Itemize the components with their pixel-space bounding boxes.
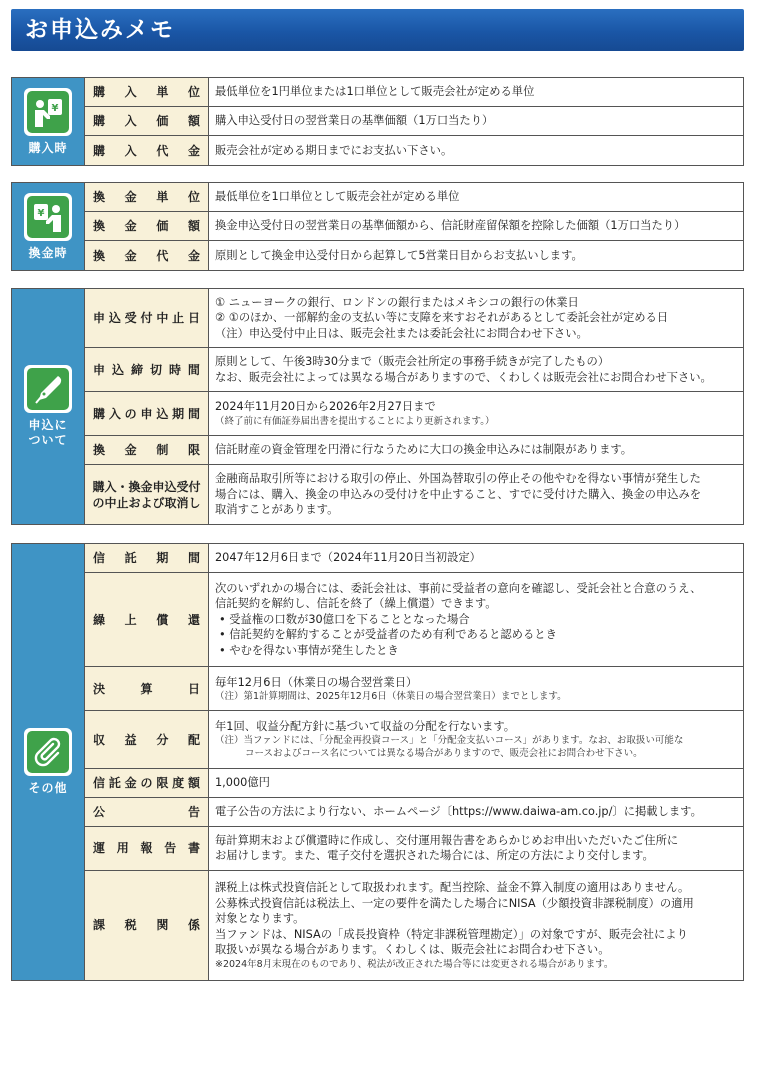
row-label: 購 入 の 申 込 期 間	[85, 392, 209, 435]
table-row	[85, 544, 743, 573]
section-purchase	[11, 77, 744, 166]
table-row	[85, 667, 743, 711]
table-row	[85, 392, 743, 436]
purchase-icon	[24, 88, 72, 136]
pen-icon	[24, 365, 72, 413]
section-side-redemption	[12, 183, 85, 270]
row-value: 2024年11月20日から2026年2月27日まで （終了前に有価証券届出書を提出することにより更新されます。）	[215, 400, 495, 427]
table-row	[85, 183, 743, 212]
table-row	[85, 348, 743, 392]
table-row	[85, 573, 743, 668]
table-row	[85, 289, 743, 348]
row-value: 原則として、午後3時30分まで（販売会社所定の事務手続きが完了したもの） なお、販売会社によっては異なる場合がありますので、くわしくは販売会社にお問合わせ下さい。	[215, 355, 712, 384]
row-label: 申 込 締 切 時 間	[85, 348, 209, 391]
row-label: 信 託 金 の 限 度 額	[85, 769, 209, 797]
row-value: 購入申込受付日の翌営業日の基準価額（1万口当たり）	[215, 114, 494, 128]
table-row	[85, 136, 743, 165]
table-row	[85, 107, 743, 136]
table-row	[85, 465, 743, 524]
table-row	[85, 711, 743, 769]
row-value: 最低単位を1口単位として販売会社が定める単位	[215, 190, 460, 204]
section-label: 申込に ついて	[28, 418, 68, 447]
row-label: 課 税 関 係	[85, 871, 209, 980]
row-label: 運 用 報 告 書	[85, 827, 209, 870]
row-value: 次のいずれかの場合には、委託会社は、事前に受益者の意向を確認し、受託会社と合意のうえ、 信託契約を解約し、信託を終了（繰上償還）できます。 • 受益権の口数が30億口を下ることとなった場合 • 信託契約を解約することが受益者のため有利であると認めるとき • やむを得ない事情が発生したとき	[215, 581, 702, 657]
row-label: 公 告	[85, 798, 209, 826]
section-side-purchase	[12, 78, 85, 165]
row-label: 換 金 代 金	[85, 241, 209, 270]
svg-text:¥: ¥	[51, 102, 59, 114]
section-label: 購入時	[28, 140, 68, 155]
row-value: 年1回、収益分配方針に基づいて収益の分配を行ないます。 （注）当ファンドには、「分配金再投資コース」と「分配金支払いコース」があります。なお、お取扱い可能な コースおよびコース名については異なる場合がありますので、販売会社にお問合わせ下さい。	[215, 719, 684, 760]
table-row	[85, 241, 743, 270]
row-value: 1,000億円	[215, 776, 270, 790]
row-label: 購 入 価 額	[85, 107, 209, 135]
page-header	[11, 9, 744, 51]
table-row	[85, 78, 743, 107]
section-other	[11, 543, 744, 981]
section-side-other	[12, 544, 85, 980]
row-label: 決 算 日	[85, 667, 209, 710]
row-value: ① ニューヨークの銀行、ロンドンの銀行またはメキシコの銀行の休業日 ② ①のほか、一部解約金の支払い等に支障を来すおそれがあるとして委託会社が定める日 （注）申込受付中止日は、販売会社または委託会社にお問合わせ下さい。	[215, 295, 669, 340]
table-row	[85, 769, 743, 798]
row-value: 金融商品取引所等における取引の停止、外国為替取引の停止その他やむを得ない事情が発生した 場合には、購入、換金の申込みの受付けを中止すること、すでに受付けた購入、換金の申込みを 取消すことがあります。	[215, 472, 702, 517]
row-label: 繰 上 償 還	[85, 573, 209, 667]
row-label: 購入・換金申込受付の中止および取消し	[85, 465, 209, 524]
row-value: 原則として換金申込受付日から起算して5営業日目からお支払いします。	[215, 248, 583, 262]
row-label: 換 金 制 限	[85, 436, 209, 464]
table-row	[85, 827, 743, 871]
section-redemption	[11, 182, 744, 271]
table-row	[85, 798, 743, 827]
row-label: 換 金 価 額	[85, 212, 209, 240]
row-value: 毎計算期末および償還時に作成し、交付運用報告書をあらかじめお申出いただいたご住所に お届けします。また、電子交付を選択された場合には、所定の方法により交付します。	[215, 833, 679, 863]
row-value: 最低単位を1円単位または1口単位として販売会社が定める単位	[215, 85, 535, 99]
table-row	[85, 436, 743, 465]
section-application	[11, 288, 744, 525]
section-label: 換金時	[28, 245, 68, 260]
row-label: 申 込 受 付 中 止 日	[85, 289, 209, 347]
row-value: 2047年12月6日まで（2024年11月20日当初設定）	[215, 551, 481, 565]
svg-text:¥: ¥	[37, 207, 45, 219]
table-row	[85, 871, 743, 980]
row-label: 換 金 単 位	[85, 183, 209, 211]
section-side-application	[12, 289, 85, 524]
row-label: 購 入 単 位	[85, 78, 209, 106]
row-value: 電子公告の方法により行ない、ホームページ〔https://www.daiwa-am.co.jp/〕に掲載します。	[215, 805, 702, 819]
row-label: 収 益 分 配	[85, 711, 209, 768]
row-value: 課税上は株式投資信託として取扱われます。配当控除、益金不算入制度の適用はありません。 公募株式投資信託は税法上、一定の要件を満たした場合にNISA（少額投資非課税制度）の適用 対象となります。 当ファンドは、NISAの「成長投資枠（特定非課税管理勘定）」の対象ですが、販売会社により 取扱いが異なる場合があります。くわしくは、販売会社にお問合わせ下さい。 ※2024年8月末現在のものであり、税法が改正された場合等には変更される場合があります。	[215, 881, 694, 970]
row-label: 信 託 期 間	[85, 544, 209, 572]
paperclip-icon	[24, 728, 72, 776]
table-row	[85, 212, 743, 241]
section-label: その他	[28, 781, 68, 795]
row-label: 購 入 代 金	[85, 136, 209, 165]
row-value: 販売会社が定める期日までにお支払い下さい。	[215, 143, 453, 157]
row-value: 毎年12月6日（休業日の場合翌営業日） （注）第1計算期間は、2025年12月6日（休業日の場合翌営業日）までとします。	[215, 675, 567, 703]
row-value: 換金申込受付日の翌営業日の基準価額から、信託財産留保額を控除した価額（1万口当たり）	[215, 219, 686, 233]
redemption-icon	[24, 193, 72, 241]
row-value: 信託財産の資金管理を円滑に行なうために大口の換金申込みには制限があります。	[215, 443, 633, 457]
page-title: お申込みメモ	[25, 17, 175, 43]
